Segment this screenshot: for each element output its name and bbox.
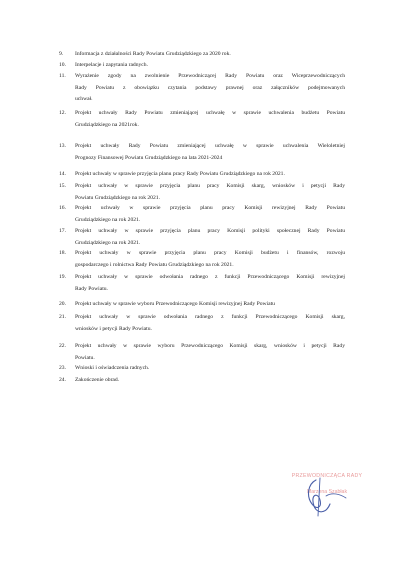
agenda-item-text-line: Projekt uchwały w sprawie odwołania radnego z funkcji Przewodniczącego Komisji rewizyjnej xyxy=(75,274,345,280)
handwritten-signature xyxy=(296,474,356,518)
agenda-item-number: 9. xyxy=(59,51,64,57)
agenda-item-text-line: Rady Powiatu. xyxy=(75,285,108,292)
agenda-item-text-line: Projekt uchwały w sprawie wyboru Przewodniczącego Komisji rewizyjnej Rady Powiatu xyxy=(75,301,275,307)
agenda-item-text-line: Projekt uchwały w sprawie przyjęcia planu pracy Rady Powiatu Grudziądzkiego na rok 2021. xyxy=(75,171,285,177)
agenda-item-text-line: Informacja z działalności Rady Powiatu Grudziądzkiego za 2020 rok. xyxy=(75,51,231,57)
agenda-item-text-line: Powiatu Grudziądzkiego na rok 2021. xyxy=(75,194,160,201)
agenda-item-text-line: Prognozy Finansowej Powiatu Grudziądzkiego na lata 2021-2024 xyxy=(75,154,223,161)
agenda-item-text-line: Grudziądzkiego na rok 2021. xyxy=(75,239,141,246)
agenda-item-number: 14. xyxy=(59,171,66,177)
agenda-item-number: 22. xyxy=(59,343,66,349)
agenda-item-text-line: Powiatu. xyxy=(75,354,95,361)
agenda-item-text-line: Grudziądzkiego na 2021rok. xyxy=(75,121,139,128)
agenda-item-number: 20. xyxy=(59,301,66,307)
agenda-item-text-line: Projekt uchwały w sprawie przyjęcia planu pracy Komisji rewizyjnej Rady Powiatu xyxy=(75,205,345,211)
agenda-item-text-line: Grudziądzkiego na rok 2021. xyxy=(75,216,141,223)
agenda-item-number: 15. xyxy=(59,183,66,189)
agenda-item-text-line: Projekt uchwały Rady Powiatu zmieniającej uchwałę w sprawie uchwalenia budżetu Powiatu xyxy=(75,110,345,116)
agenda-item-number: 13. xyxy=(59,143,66,149)
agenda-item-number: 21. xyxy=(59,314,66,320)
agenda-item-number: 24. xyxy=(59,377,66,383)
agenda-item-number: 16. xyxy=(59,205,66,211)
agenda-item-text-line: Rady Powiatu z obowiązku czytania podstawy prawnej oraz załączników podejmowanych xyxy=(75,84,345,91)
agenda-item-number: 12. xyxy=(59,110,66,116)
agenda-item-text-line: wniosków i petycji Rady Powiatu. xyxy=(75,325,152,332)
agenda-item-text-line: Projekt uchwały w sprawie przyjęcia planu pracy Komisji skarg, wniosków i petycji Rady xyxy=(75,183,345,189)
agenda-item-number: 11. xyxy=(59,73,66,79)
agenda-item-text-line: Wyrażenie zgody na zwolnienie Przewodniczącej Rady Powiatu oraz Wiceprzewodniczących xyxy=(75,73,345,79)
agenda-item-text-line: Zakończenie obrad. xyxy=(75,377,120,383)
stamp-name: Marzena Szabłak xyxy=(306,489,348,495)
agenda-item-number: 17. xyxy=(59,228,66,234)
agenda-item-number: 19. xyxy=(59,274,66,280)
agenda-item-text-line: Projekt uchwały w sprawie przyjęcia planu pracy Komisji polityki społecznej Rady Powiatu xyxy=(75,228,345,234)
agenda-item-text-line: gospodarczego i rolnictwa Rady Powiatu Grudziądzkiego na rok 2021. xyxy=(75,261,234,268)
agenda-item-text-line: Projekt uchwały w sprawie wyboru Przewodniczącego Komisji skarg, wniosków i petycji Rady xyxy=(75,343,345,349)
agenda-item-text-line: Projekt uchwały w sprawie przyjęcia planu pracy Komisji budżetu i finansów, rozwoju xyxy=(75,250,345,256)
agenda-item-text-line: uchwał. xyxy=(75,96,93,102)
agenda-item-number: 18. xyxy=(59,250,66,256)
agenda-item-number: 23. xyxy=(59,365,66,371)
agenda-item-text-line: Projekt uchwały Rady Powiatu zmieniającej uchwałę w sprawie uchwalenia Wieloletniej xyxy=(75,143,345,149)
stamp-title: PRZEWODNICZĄCA RADY xyxy=(291,473,363,479)
agenda-item-text-line: Wnioski i oświadczenia radnych. xyxy=(75,365,150,371)
agenda-item-number: 10. xyxy=(59,62,66,68)
agenda-item-text-line: Interpelacje i zapytania radnych. xyxy=(75,62,148,68)
agenda-item-text-line: Projekt uchwały w sprawie odwołania radnego z funkcji Przewodniczącego Komisji skarg, xyxy=(75,314,345,320)
